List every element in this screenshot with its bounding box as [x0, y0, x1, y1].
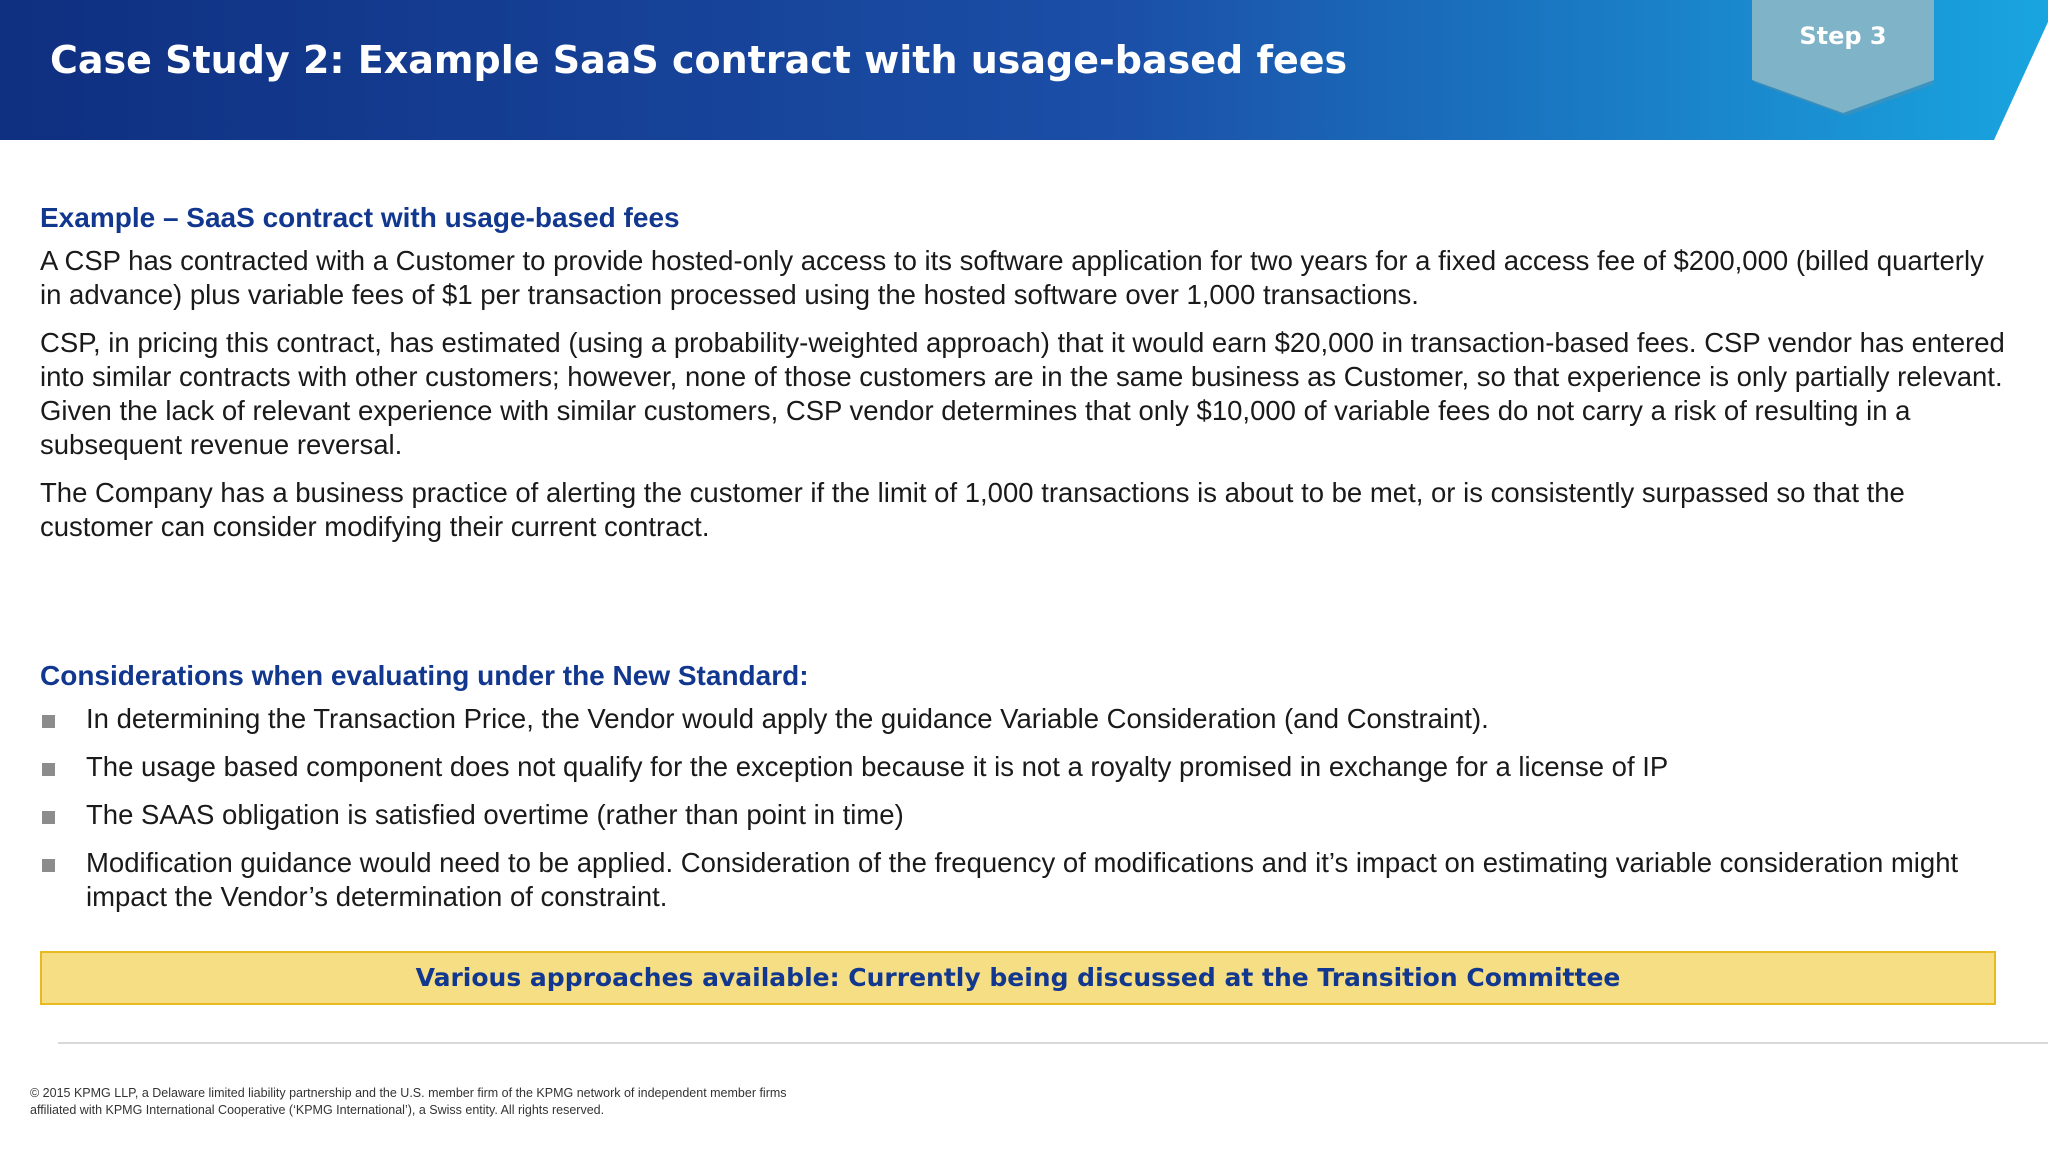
step-badge — [1752, 0, 1934, 116]
square-bullet-icon — [42, 811, 55, 824]
list-item — [40, 750, 2005, 784]
example-paragraph: CSP, in pricing this contract, has estimated (using a probability-weighted approach) that it would earn $20,000 in transaction-based fees. CSP vendor has entered into similar contracts with other customers; however, none of those customers are in the same business as Customer, so that experience is only partially relevant. Given the lack of relevant experience with similar customers, CSP vendor determines that only $10,000 of variable fees do not carry a risk of resulting in a subsequent revenue reversal. — [40, 327, 2005, 460]
example-paragraph: A CSP has contracted with a Customer to provide hosted-only access to its software application for two years for a fixed access fee of $200,000 (billed quarterly in advance) plus variable fees of $1 per transaction processed using the hosted software over 1,000 transactions. — [40, 245, 1984, 310]
section-spacer — [40, 558, 2005, 658]
list-item-text: Modification guidance would need to be applied. Consideration of the frequency of modifications and it’s impact on estimating variable consideration might impact the Vendor’s determination of constraint. — [86, 847, 1959, 912]
example-paragraph: The Company has a business practice of alerting the customer if the limit of 1,000 transactions is about to be met, or is consistently surpassed so that the customer can consider modifying their current contract. — [40, 477, 1905, 542]
list-item — [40, 702, 2005, 736]
list-item-text: In determining the Transaction Price, the Vendor would apply the guidance Variable Consideration (and Constraint). — [86, 703, 1489, 734]
list-item — [40, 846, 2005, 914]
callout-box: Various approaches available: Currently being discussed at the Transition Committee — [40, 951, 1996, 1005]
square-bullet-icon — [42, 715, 55, 728]
list-item — [40, 798, 2005, 832]
example-heading: Example – SaaS contract with usage-based fees — [40, 202, 680, 233]
list-item-text: The SAAS obligation is satisfied overtime (rather than point in time) — [86, 799, 904, 830]
considerations-list — [40, 702, 2005, 914]
step-label: Step 3 — [1799, 22, 1887, 50]
copyright-footer — [30, 1085, 1030, 1119]
copyright-line: affiliated with KPMG International Cooperative (‘KPMG International’), a Swiss entity. All rights reserved. — [30, 1103, 605, 1117]
slide-body — [40, 200, 2005, 928]
list-item-text: The usage based component does not qualify for the exception because it is not a royalty promised in exchange for a license of IP — [86, 751, 1669, 782]
slide-title: Case Study 2: Example SaaS contract with usage-based fees — [50, 38, 1348, 82]
footer-divider — [58, 1042, 2048, 1044]
copyright-line: © 2015 KPMG LLP, a Delaware limited liability partnership and the U.S. member firm of the KPMG network of independent member firms — [30, 1086, 787, 1100]
square-bullet-icon — [42, 763, 55, 776]
considerations-heading: Considerations when evaluating under the New Standard: — [40, 660, 809, 691]
square-bullet-icon — [42, 859, 55, 872]
